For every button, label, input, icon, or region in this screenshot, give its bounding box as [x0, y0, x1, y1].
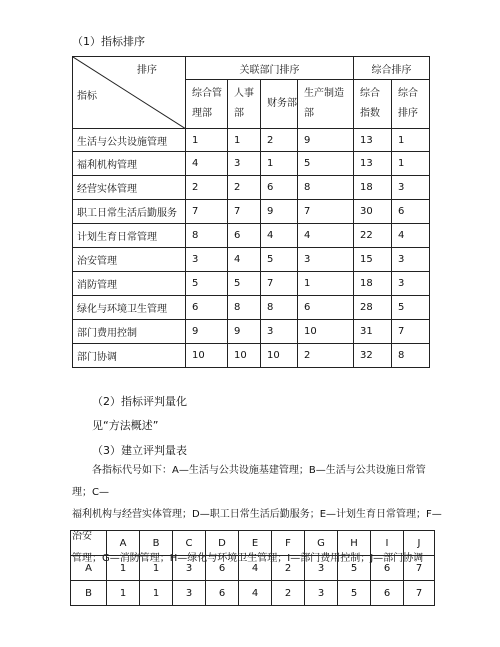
value-cell: 30	[354, 200, 392, 224]
value-cell: 5	[261, 248, 298, 272]
scale-cell: 5	[338, 581, 371, 606]
para-line: 管理；G—消防管理；H—绿化与环境卫生管理；I—部门费用控制；J—部门协调	[72, 553, 424, 564]
value-cell: 5	[186, 272, 228, 296]
table-row	[73, 200, 430, 224]
scale-cell: 4	[239, 581, 272, 606]
value-cell: 5	[392, 296, 430, 320]
section-1-title: （1）指标排序	[72, 35, 145, 48]
scale-cell: C	[173, 531, 206, 556]
sub-header: 综合 指数	[354, 80, 392, 129]
value-cell: 1	[392, 152, 430, 176]
header-row	[71, 531, 435, 556]
value-cell: 6	[298, 296, 354, 320]
scale-cell: 6	[371, 581, 404, 606]
scale-cell: 3	[173, 556, 206, 581]
sub-header: 综合管 理部	[186, 80, 228, 129]
scale-cell: G	[305, 531, 338, 556]
evaluation-scale-table	[70, 530, 435, 606]
table-row	[73, 296, 430, 320]
value-cell: 4	[261, 224, 298, 248]
scale-cell: 4	[239, 556, 272, 581]
scale-cell: I	[371, 531, 404, 556]
indicator-name-cell: 计划生育日常管理	[73, 224, 186, 248]
value-cell: 1	[392, 129, 430, 152]
scale-cell: 2	[272, 581, 305, 606]
indicator-name-cell: 绿化与环境卫生管理	[73, 296, 186, 320]
scale-cell: D	[206, 531, 239, 556]
value-cell: 4	[228, 248, 261, 272]
indicator-name-cell: 生活与公共设施管理	[73, 129, 186, 152]
value-cell: 32	[354, 344, 392, 368]
value-cell: 1	[228, 129, 261, 152]
row-label-cell	[71, 531, 107, 556]
value-cell: 8	[392, 344, 430, 368]
table-row	[73, 320, 430, 344]
scale-cell: 6	[371, 556, 404, 581]
value-cell: 22	[354, 224, 392, 248]
value-cell: 8	[298, 176, 354, 200]
value-cell: 8	[228, 296, 261, 320]
value-cell: 2	[228, 176, 261, 200]
scale-cell: 7	[404, 556, 435, 581]
scale-cell: 3	[305, 556, 338, 581]
value-cell: 7	[261, 272, 298, 296]
indicator-name-cell: 职工日常生活后勤服务	[73, 200, 186, 224]
table-row	[73, 248, 430, 272]
row-label-cell: B	[71, 581, 107, 606]
table-row	[73, 224, 430, 248]
value-cell: 3	[261, 320, 298, 344]
scale-cell: H	[338, 531, 371, 556]
scale-cell: A	[107, 531, 140, 556]
value-cell: 6	[261, 176, 298, 200]
indicator-name-cell: 福利机构管理	[73, 152, 186, 176]
scale-cell: 2	[272, 556, 305, 581]
value-cell: 8	[186, 224, 228, 248]
value-cell: 3	[186, 248, 228, 272]
value-cell: 7	[228, 200, 261, 224]
value-cell: 1	[298, 272, 354, 296]
table-row	[71, 581, 435, 606]
scale-cell: 1	[107, 556, 140, 581]
corner-top-label: 排序	[137, 65, 157, 76]
row-label-cell: A	[71, 556, 107, 581]
value-cell: 3	[392, 272, 430, 296]
table-row	[73, 272, 430, 296]
indicator-name-cell: 部门协调	[73, 344, 186, 368]
value-cell: 3	[392, 176, 430, 200]
value-cell: 7	[186, 200, 228, 224]
value-cell: 3	[298, 248, 354, 272]
value-cell: 9	[228, 320, 261, 344]
scale-cell: 1	[140, 581, 173, 606]
scale-cell: 6	[206, 556, 239, 581]
table-row	[73, 129, 430, 152]
sub-header: 财务部	[261, 80, 298, 129]
value-cell: 1	[261, 152, 298, 176]
value-cell: 6	[228, 224, 261, 248]
scale-cell: F	[272, 531, 305, 556]
corner-header	[73, 57, 186, 129]
indicator-name-cell: 部门费用控制	[73, 320, 186, 344]
value-cell: 10	[261, 344, 298, 368]
value-cell: 4	[298, 224, 354, 248]
indicator-name-cell: 消防管理	[73, 272, 186, 296]
sub-header: 人事 部	[228, 80, 261, 129]
value-cell: 13	[354, 152, 392, 176]
para-line: 福利机构与经营实体管理；D—职工日常生活后勤服务；E—计划生育日常管理；F—治安	[72, 509, 442, 542]
ranking-table	[72, 56, 430, 368]
value-cell: 28	[354, 296, 392, 320]
scale-cell: 1	[107, 581, 140, 606]
value-cell: 5	[298, 152, 354, 176]
scale-cell: 7	[404, 581, 435, 606]
value-cell: 7	[298, 200, 354, 224]
sub-header: 生产制造 部	[298, 80, 354, 129]
corner-bottom-label: 指标	[77, 91, 97, 102]
value-cell: 10	[228, 344, 261, 368]
scale-cell: 6	[206, 581, 239, 606]
group-header-dept: 关联部门排序	[186, 57, 354, 80]
table-row	[73, 176, 430, 200]
sub-header: 综合 排序	[392, 80, 430, 129]
indicator-name-cell: 治安管理	[73, 248, 186, 272]
value-cell: 2	[298, 344, 354, 368]
value-cell: 9	[298, 129, 354, 152]
value-cell: 10	[186, 344, 228, 368]
value-cell: 3	[392, 248, 430, 272]
table-row	[73, 344, 430, 368]
section-3-title: （3）建立评判量表	[92, 444, 187, 457]
value-cell: 9	[261, 200, 298, 224]
value-cell: 8	[261, 296, 298, 320]
value-cell: 6	[392, 200, 430, 224]
scale-cell: E	[239, 531, 272, 556]
value-cell: 10	[298, 320, 354, 344]
table-row	[71, 556, 435, 581]
scale-cell: 5	[338, 556, 371, 581]
para-line: 各指标代号如下：A—生活与公共设施基建管理；B—生活与公共设施日常管理；C—	[72, 465, 426, 498]
table-row	[73, 152, 430, 176]
section-2-title: （2）指标评判量化	[92, 395, 187, 408]
value-cell: 5	[228, 272, 261, 296]
section-2-text: 见“方法概述”	[92, 419, 159, 432]
value-cell: 4	[392, 224, 430, 248]
value-cell: 15	[354, 248, 392, 272]
value-cell: 4	[186, 152, 228, 176]
value-cell: 7	[392, 320, 430, 344]
value-cell: 9	[186, 320, 228, 344]
value-cell: 2	[261, 129, 298, 152]
indicator-name-cell: 经营实体管理	[73, 176, 186, 200]
scale-cell: 3	[173, 581, 206, 606]
value-cell: 31	[354, 320, 392, 344]
value-cell: 1	[186, 129, 228, 152]
scale-cell: 3	[305, 581, 338, 606]
value-cell: 18	[354, 176, 392, 200]
value-cell: 18	[354, 272, 392, 296]
scale-cell: J	[404, 531, 435, 556]
value-cell: 6	[186, 296, 228, 320]
value-cell: 2	[186, 176, 228, 200]
value-cell: 3	[228, 152, 261, 176]
scale-cell: B	[140, 531, 173, 556]
value-cell: 13	[354, 129, 392, 152]
scale-cell: 1	[140, 556, 173, 581]
group-header-total: 综合排序	[354, 57, 430, 80]
